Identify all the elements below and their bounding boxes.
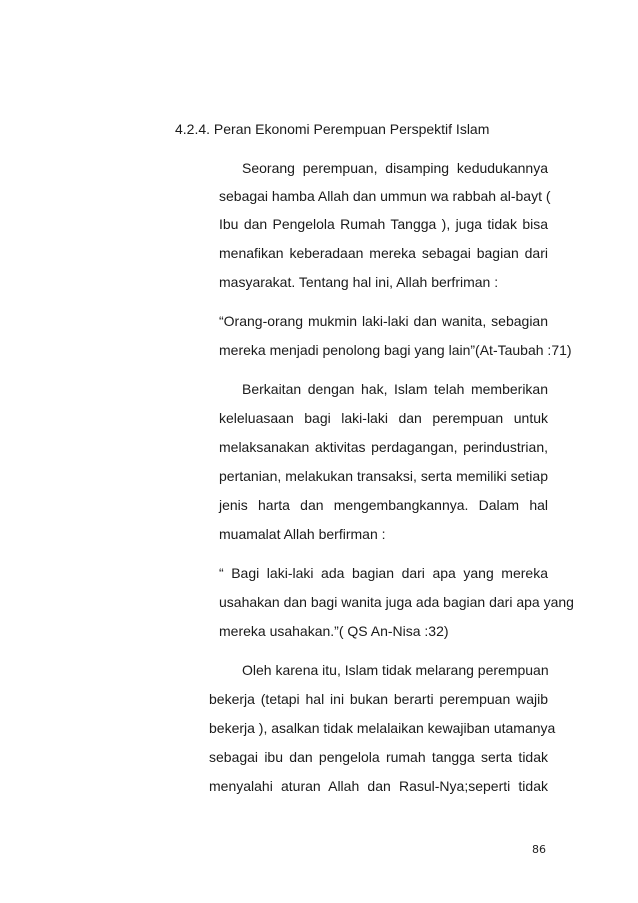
- page-number: 86: [532, 843, 546, 856]
- quote-line: “Orang-orang mukmin laki-laki dan wanita, sebagian: [219, 313, 548, 329]
- body-line: jenis harta dan mengembangkannya. Dalam hal: [219, 497, 548, 513]
- body-line: Berkaitan dengan hak, Islam telah memberikan: [242, 381, 548, 397]
- body-line: bekerja ), asalkan tidak melalaikan kewajiban utamanya: [209, 720, 556, 736]
- section-heading: 4.2.4. Peran Ekonomi Perempuan Perspektif Islam: [175, 121, 490, 137]
- body-line: menafikan keberadaan mereka sebagai bagian dari: [219, 245, 548, 261]
- body-line: Ibu dan Pengelola Rumah Tangga ), juga tidak bisa: [219, 216, 548, 232]
- body-line: Oleh karena itu, Islam tidak melarang perempuan: [242, 662, 549, 678]
- body-line: muamalat Allah berfirman :: [219, 526, 386, 542]
- body-line: sebagai hamba Allah dan ummun wa rabbah al-bayt (: [219, 188, 551, 204]
- quote-line: usahakan dan bagi wanita juga ada bagian dari apa yang: [219, 594, 574, 610]
- quote-line: mereka usahakan.”( QS An-Nisa :32): [219, 623, 449, 639]
- body-line: keleluasaan bagi laki-laki dan perempuan untuk: [219, 410, 548, 426]
- body-line: sebagai ibu dan pengelola rumah tangga serta tidak: [209, 749, 548, 765]
- body-line: melaksanakan aktivitas perdagangan, perindustrian,: [219, 439, 548, 455]
- quote-line: “ Bagi laki-laki ada bagian dari apa yang mereka: [219, 565, 548, 581]
- body-line: bekerja (tetapi hal ini bukan berarti perempuan wajib: [209, 691, 548, 707]
- quote-line: mereka menjadi penolong bagi yang lain”(At-Taubah :71): [219, 342, 572, 358]
- body-line: pertanian, melakukan transaksi, serta memiliki setiap: [219, 468, 548, 484]
- body-line: Seorang perempuan, disamping kedudukannya: [242, 160, 548, 176]
- body-line: masyarakat. Tentang hal ini, Allah berfriman :: [219, 274, 499, 290]
- body-line: menyalahi aturan Allah dan Rasul-Nya;seperti tidak: [209, 778, 548, 794]
